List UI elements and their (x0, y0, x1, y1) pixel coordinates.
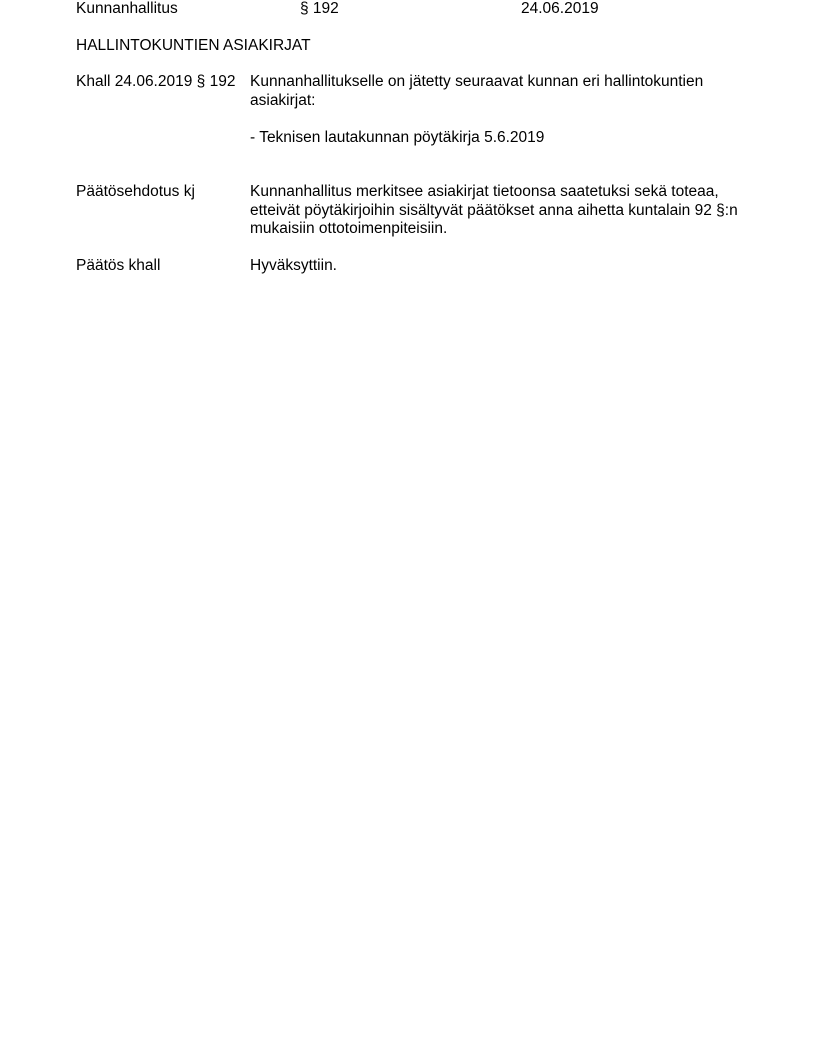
entry-label-paatos: Päätös khall (76, 257, 161, 274)
entry-text-paatosehdotus: Kunnanhallitus merkitsee asiakirjat tietoonsa saatetuksi sekä toteaa, etteivät pöytäkirjoihin sisältyvät päätökset anna aihetta kuntalain 92 §:n mukaisiin ottotoimenpiteisiin. (250, 183, 738, 237)
header-date: 24.06.2019 (521, 0, 599, 17)
document-title: HALLINTOKUNTIEN ASIAKIRJAT (76, 37, 311, 54)
entry-label-khall: Khall 24.06.2019 § 192 (76, 73, 236, 90)
header-section-number: § 192 (300, 0, 339, 17)
entry-text-khall-item: - Teknisen lautakunnan pöytäkirja 5.6.2019 (250, 129, 545, 146)
header-body-name: Kunnanhallitus (76, 0, 178, 17)
entry-text-khall-intro: Kunnanhallitukselle on jätetty seuraavat kunnan eri hallintokuntien asiakirjat: (250, 73, 704, 109)
entry-text-paatos: Hyväksyttiin. (250, 257, 337, 274)
entry-label-paatosehdotus: Päätösehdotus kj (76, 183, 195, 200)
